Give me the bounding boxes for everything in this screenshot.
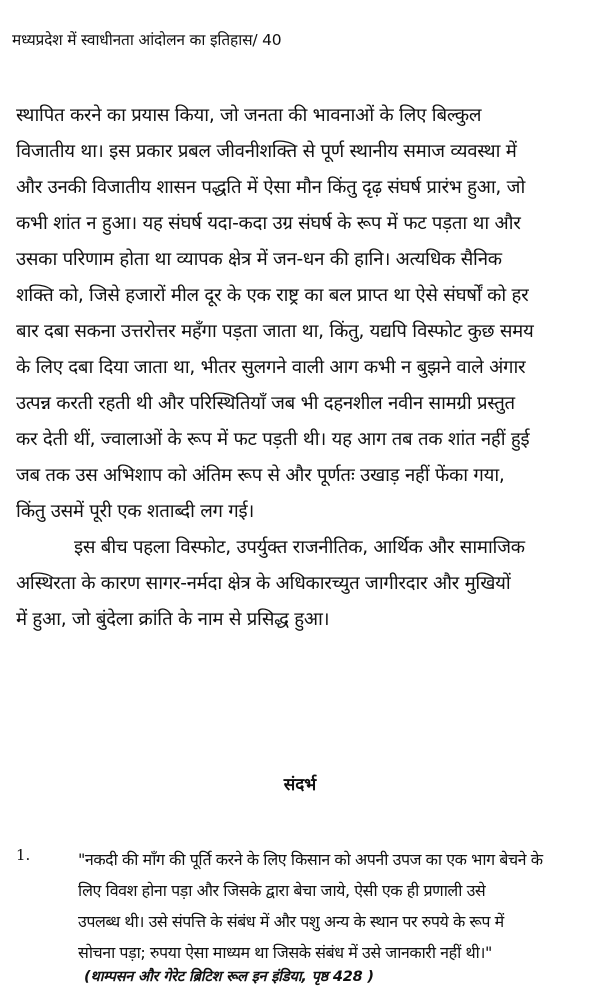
body-line: कभी शांत न हुआ। यह संघर्ष यदा-कदा उग्र संघर्ष के रूप में फट पड़ता था और (16, 213, 521, 234)
body-line: और उनकी विजातीय शासन पद्धति में ऐसा मौन किंतु दृढ़ संघर्ष प्रारंभ हुआ, जो (16, 177, 525, 198)
reference-line: सोचना पड़ा; रुपया ऐसा माध्यम था जिसके संबंध में उसे जानकारी नहीं थी।" (78, 943, 492, 962)
body-text (16, 98, 588, 638)
reference-citation: (थाम्पसन और गेरेट ब्रिटिश रूल इन इंडिया, पृष्ठ 428 ) (84, 969, 374, 985)
running-header: मध्यप्रदेश में स्वाधीनता आंदोलन का इतिहास/ 40 (12, 31, 282, 49)
reference-number: 1. (16, 846, 31, 864)
reference-line: "नकदी की माँग की पूर्ति करने के लिए किसान को अपनी उपज का एक भाग बेचने के (78, 850, 543, 869)
body-line: बार दबा सकना उत्तरोत्तर महँगा पड़ता जाता था, किंतु, यद्यपि विस्फोट कुछ समय (16, 321, 534, 342)
body-line: उसका परिणाम होता था व्यापक क्षेत्र में जन-धन की हानि। अत्यधिक सैनिक (16, 249, 502, 270)
body-line: के लिए दबा दिया जाता था, भीतर सुलगने वाली आग कभी न बुझने वाले अंगार (16, 357, 526, 378)
body-line: अस्थिरता के कारण सागर-नर्मदा क्षेत्र के अधिकारच्युत जागीरदार और मुखियों (16, 573, 511, 594)
reference-quote (78, 844, 594, 968)
body-line: कर देती थीं, ज्वालाओं के रूप में फट पड़ती थी। यह आग तब तक शांत नहीं हुई (16, 429, 530, 450)
reference-line: उपलब्ध थी। उसे संपत्ति के संबंध में और पशु अन्य के स्थान पर रुपये के रूप में (78, 912, 504, 931)
body-line: स्थापित करने का प्रयास किया, जो जनता की भावनाओं के लिए बिल्कुल (16, 105, 482, 126)
references-heading: संदर्भ (283, 775, 317, 795)
body-line: विजातीय था। इस प्रकार प्रबल जीवनीशक्ति से पूर्ण स्थानीय समाज व्यवस्था में (16, 141, 517, 162)
body-line: शक्ति को, जिसे हजारों मील दूर के एक राष्ट्र का बल प्राप्त था ऐसे संघर्षों को हर (16, 285, 529, 306)
reference-line: लिए विवश होना पड़ा और जिसके द्वारा बेचा जाये, ऐसी एक ही प्रणाली उसे (78, 881, 486, 900)
body-line: किंतु उसमें पूरी एक शताब्दी लग गई। (16, 501, 255, 522)
body-line: में हुआ, जो बुंदेला क्रांति के नाम से प्रसिद्ध हुआ। (16, 609, 330, 630)
body-line: जब तक उस अभिशाप को अंतिम रूप से और पूर्णतः उखाड़ नहीं फेंका गया, (16, 465, 505, 486)
body-line: उत्पन्न करती रहती थी और परिस्थितियाँ जब भी दहनशील नवीन सामग्री प्रस्तुत (16, 393, 515, 414)
paragraph-start-line: इस बीच पहला विस्फोट, उपर्युक्त राजनीतिक, आर्थिक और सामाजिक (74, 537, 525, 558)
